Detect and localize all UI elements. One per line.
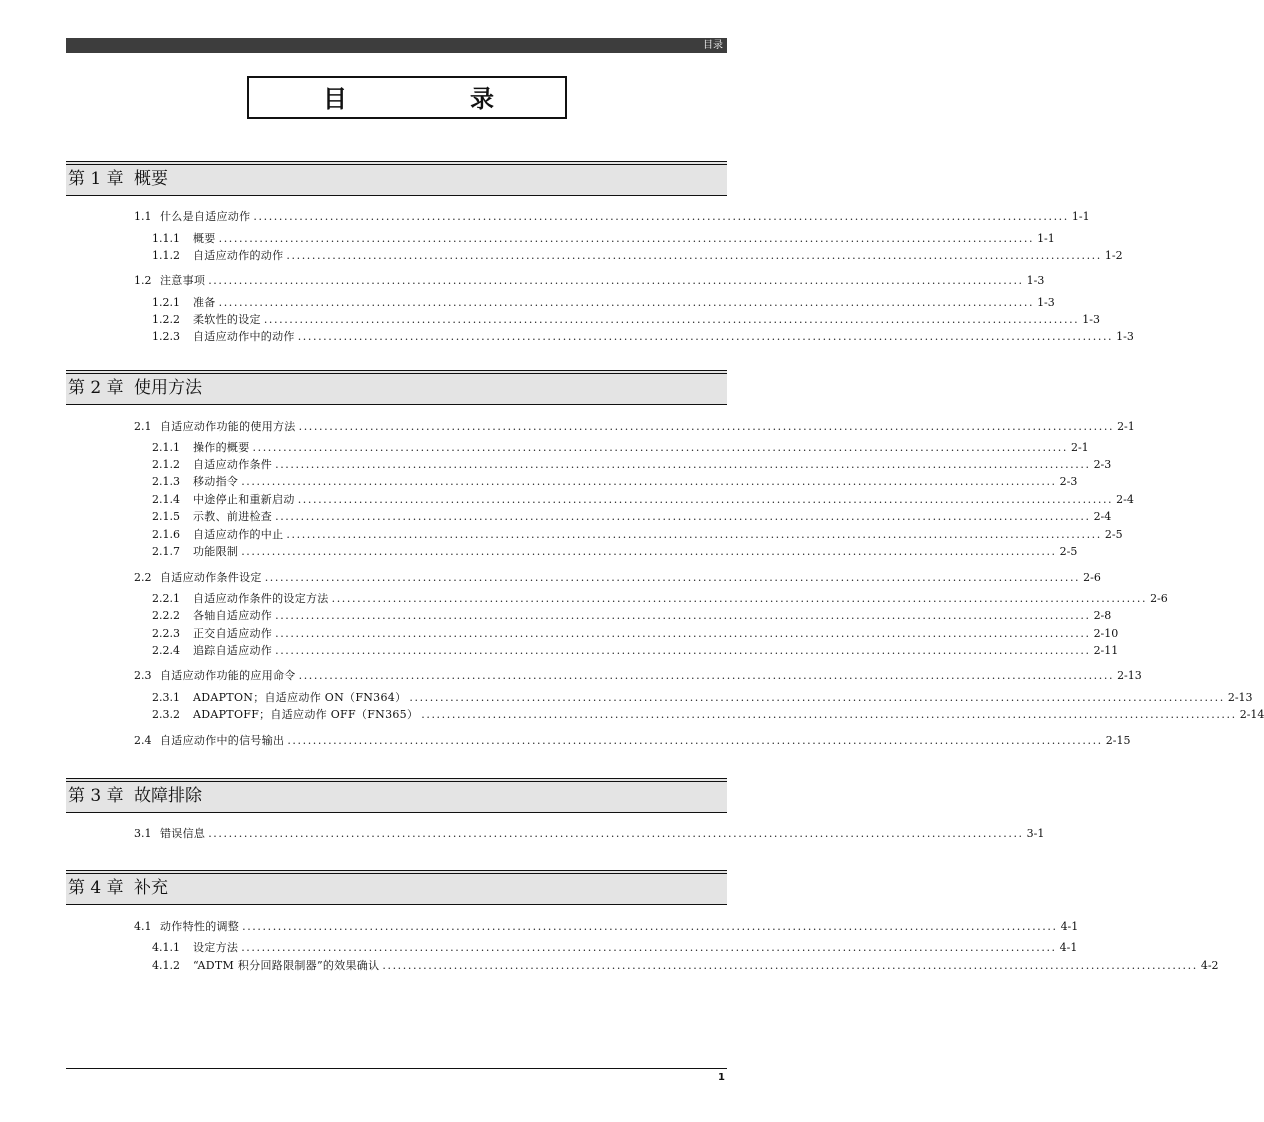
entry-number: 2.3.1 — [152, 691, 180, 704]
entry-page: 2-6 — [1150, 592, 1168, 605]
leader-dots: ................................................................................................................................................................ — [298, 669, 1115, 682]
leader-dots: ................................................................................................................................................................ — [275, 627, 1091, 640]
leader-dots: ................................................................................................................................................................ — [331, 592, 1148, 605]
entry-page: 2-13 — [1227, 691, 1253, 704]
entry-title: 操作的概要 — [193, 441, 250, 454]
entry-number: 2.2.2 — [152, 609, 180, 622]
leader-dots: ................................................................................................................................................................ — [242, 920, 1058, 933]
entry-number: 3.1 — [134, 827, 152, 840]
entry-title: 动作特性的调整 — [160, 920, 240, 933]
leader-dots: ................................................................................................................................................................ — [421, 708, 1237, 721]
entry-title: “ADTM 积分回路限制器”的效果确认 — [193, 959, 380, 972]
entry-number: 2.2.4 — [152, 644, 180, 657]
toc-entry-3-1[interactable] — [134, 826, 1045, 842]
entry-number: 2.2.3 — [152, 627, 180, 640]
chapter-name: 补充 — [134, 878, 168, 898]
title-char-right: 录 — [470, 85, 494, 113]
entry-number: 4.1.2 — [152, 959, 180, 972]
entry-page: 1-3 — [1026, 274, 1045, 287]
leader-dots: ................................................................................................................................................................ — [218, 232, 1035, 245]
entry-title: 柔软性的设定 — [193, 313, 261, 326]
leader-dots: ................................................................................................................................................................ — [218, 296, 1035, 309]
entry-number: 4.1 — [134, 920, 152, 933]
entry-title: 自适应动作功能的应用命令 — [160, 669, 296, 682]
leader-dots: ................................................................................................................................................................ — [241, 475, 1057, 488]
entry-number: 2.1 — [134, 420, 152, 433]
leader-dots: ................................................................................................................................................................ — [208, 827, 1024, 840]
toc-entry-4-1[interactable] — [134, 919, 1079, 935]
entry-page: 2-4 — [1116, 493, 1134, 506]
entry-title: 准备 — [193, 296, 216, 309]
toc-entry-2-3-2[interactable] — [152, 707, 1264, 723]
chapter-1-heading — [66, 161, 727, 196]
entry-page: 3-1 — [1026, 827, 1045, 840]
entry-page: 1-1 — [1071, 210, 1090, 223]
toc-entry-2-1-2[interactable] — [152, 457, 1112, 473]
entry-page: 2-5 — [1059, 545, 1078, 558]
entry-number: 2.3.2 — [152, 708, 180, 721]
entry-title: 概要 — [193, 232, 216, 245]
entry-page: 1-3 — [1082, 313, 1100, 326]
toc-entry-2-3-1[interactable] — [152, 690, 1253, 706]
entry-title: 自适应动作条件的设定方法 — [193, 592, 329, 605]
entry-number: 2.4 — [134, 734, 152, 747]
entry-title: 自适应动作中的信号输出 — [160, 734, 285, 747]
chapter-number: 第 3 章 — [68, 786, 124, 806]
entry-page: 1-1 — [1037, 232, 1055, 245]
chapter-name: 使用方法 — [134, 378, 202, 398]
leader-dots: ................................................................................................................................................................ — [275, 510, 1091, 523]
entry-title: 各轴自适应动作 — [193, 609, 273, 622]
leader-dots: ................................................................................................................................................................ — [297, 493, 1114, 506]
chapter-number: 第 1 章 — [68, 169, 124, 189]
leader-dots: ................................................................................................................................................................ — [286, 249, 1102, 262]
leader-dots: ................................................................................................................................................................ — [275, 644, 1091, 657]
entry-title: 正交自适应动作 — [193, 627, 273, 640]
entry-title: 中途停止和重新启动 — [193, 493, 295, 506]
chapter-name: 概要 — [134, 169, 168, 189]
entry-title: 自适应动作条件 — [193, 458, 273, 471]
title-char-left: 目 — [323, 85, 347, 113]
entry-page: 4-1 — [1060, 920, 1079, 933]
entry-page: 2-4 — [1093, 510, 1112, 523]
chapter-2-heading — [66, 370, 727, 405]
entry-number: 2.2 — [134, 571, 152, 584]
leader-dots: ................................................................................................................................................................ — [409, 691, 1225, 704]
entry-title: 自适应动作中的动作 — [193, 330, 295, 343]
entry-title: 自适应动作的中止 — [193, 528, 284, 541]
toc-entry-1-2[interactable] — [134, 273, 1045, 289]
entry-title: 什么是自适应动作 — [160, 210, 251, 223]
entry-page: 2-3 — [1093, 458, 1112, 471]
toc-entry-1-2-2[interactable] — [152, 312, 1100, 328]
leader-dots: ................................................................................................................................................................ — [297, 330, 1114, 343]
entry-title: 功能限制 — [193, 545, 239, 558]
toc-entry-2-4[interactable] — [134, 733, 1131, 749]
page-number: 1 — [718, 1072, 725, 1083]
leader-dots: ................................................................................................................................................................ — [241, 941, 1057, 954]
toc-entry-2-1-7[interactable] — [152, 544, 1078, 560]
entry-page: 2-10 — [1093, 627, 1119, 640]
page-title — [247, 76, 567, 119]
entry-number: 4.1.1 — [152, 941, 180, 954]
entry-number: 2.3 — [134, 669, 152, 682]
entry-title: 示教、前进检查 — [193, 510, 273, 523]
toc-entry-2-2-1[interactable] — [152, 591, 1168, 607]
entry-number: 2.2.1 — [152, 592, 180, 605]
toc-entry-2-2[interactable] — [134, 570, 1101, 586]
toc-entry-2-3[interactable] — [134, 668, 1142, 684]
toc-entry-2-2-3[interactable] — [152, 626, 1119, 642]
entry-page: 2-1 — [1117, 420, 1135, 433]
entry-page: 2-1 — [1070, 441, 1089, 454]
leader-dots: ................................................................................................................................................................ — [241, 545, 1057, 558]
entry-page: 1-3 — [1037, 296, 1055, 309]
chapter-name: 故障排除 — [134, 786, 202, 806]
entry-page: 4-1 — [1059, 941, 1078, 954]
leader-dots: ................................................................................................................................................................ — [275, 458, 1091, 471]
chapter-number: 第 4 章 — [68, 878, 124, 898]
toc-entry-2-1-4[interactable] — [152, 492, 1134, 508]
toc-entry-2-2-4[interactable] — [152, 643, 1119, 659]
entry-title: 注意事项 — [160, 274, 206, 287]
toc-entry-1-2-1[interactable] — [152, 295, 1055, 311]
toc-entry-1-1-1[interactable] — [152, 231, 1055, 247]
entry-number: 1.2 — [134, 274, 152, 287]
entry-title: 移动指令 — [193, 475, 239, 488]
leader-dots: ................................................................................................................................................................ — [382, 959, 1198, 972]
leader-dots: ................................................................................................................................................................ — [286, 528, 1102, 541]
entry-page: 2-15 — [1105, 734, 1131, 747]
entry-page: 2-14 — [1239, 708, 1264, 721]
entry-title: ADAPTOFF；自适应动作 OFF（FN365） — [193, 708, 419, 721]
entry-number: 1.2.3 — [152, 330, 180, 343]
entry-page: 2-13 — [1117, 669, 1142, 682]
entry-number: 2.1.5 — [152, 510, 180, 523]
toc-entry-1-1[interactable] — [134, 209, 1090, 225]
entry-page: 2-5 — [1104, 528, 1123, 541]
toc-entry-2-1-6[interactable] — [152, 527, 1123, 543]
chapter-4-heading — [66, 870, 727, 905]
leader-dots: ................................................................................................................................................................ — [275, 609, 1091, 622]
leader-dots: ................................................................................................................................................................ — [298, 420, 1115, 433]
footer-divider — [66, 1068, 727, 1069]
chapter-number: 第 2 章 — [68, 378, 124, 398]
leader-dots: ................................................................................................................................................................ — [263, 313, 1080, 326]
entry-title: 自适应动作功能的使用方法 — [160, 420, 296, 433]
toc-entry-2-2-2[interactable] — [152, 608, 1112, 624]
toc-entry-2-1[interactable] — [134, 419, 1135, 435]
entry-title: ADAPTON；自适应动作 ON（FN364） — [193, 691, 407, 704]
entry-number: 1.2.2 — [152, 313, 180, 326]
entry-number: 1.1.1 — [152, 232, 180, 245]
leader-dots: ................................................................................................................................................................ — [208, 274, 1024, 287]
leader-dots: ................................................................................................................................................................ — [264, 571, 1081, 584]
entry-number: 1.1 — [134, 210, 152, 223]
entry-page: 2-8 — [1093, 609, 1112, 622]
toc-entry-1-1-2[interactable] — [152, 248, 1123, 264]
entry-title: 追踪自适应动作 — [193, 644, 273, 657]
toc-entry-2-1-3[interactable] — [152, 474, 1078, 490]
entry-page: 2-3 — [1059, 475, 1078, 488]
header-label: 目录 — [703, 40, 723, 51]
entry-title: 自适应动作的动作 — [193, 249, 284, 262]
leader-dots: ................................................................................................................................................................ — [252, 441, 1068, 454]
entry-number: 1.1.2 — [152, 249, 180, 262]
toc-entry-4-1-2[interactable] — [152, 958, 1219, 974]
chapter-3-heading — [66, 778, 727, 813]
toc-entry-2-1-5[interactable] — [152, 509, 1112, 525]
toc-entry-2-1-1[interactable] — [152, 440, 1089, 456]
entry-title: 错误信息 — [160, 827, 206, 840]
entry-page: 2-6 — [1083, 571, 1101, 584]
toc-entry-1-2-3[interactable] — [152, 329, 1134, 345]
entry-number: 2.1.1 — [152, 441, 180, 454]
entry-page: 1-2 — [1104, 249, 1123, 262]
leader-dots: ................................................................................................................................................................ — [253, 210, 1069, 223]
entry-number: 2.1.7 — [152, 545, 180, 558]
entry-page: 4-2 — [1200, 959, 1219, 972]
entry-number: 2.1.3 — [152, 475, 180, 488]
entry-page: 1-3 — [1116, 330, 1134, 343]
entry-title: 自适应动作条件设定 — [160, 571, 262, 584]
entry-number: 2.1.4 — [152, 493, 180, 506]
entry-page: 2-11 — [1093, 644, 1119, 657]
toc-entry-4-1-1[interactable] — [152, 940, 1078, 956]
header-bar — [66, 38, 727, 53]
entry-title: 设定方法 — [193, 941, 239, 954]
entry-number: 2.1.2 — [152, 458, 180, 471]
leader-dots: ................................................................................................................................................................ — [287, 734, 1103, 747]
entry-number: 1.2.1 — [152, 296, 180, 309]
entry-number: 2.1.6 — [152, 528, 180, 541]
